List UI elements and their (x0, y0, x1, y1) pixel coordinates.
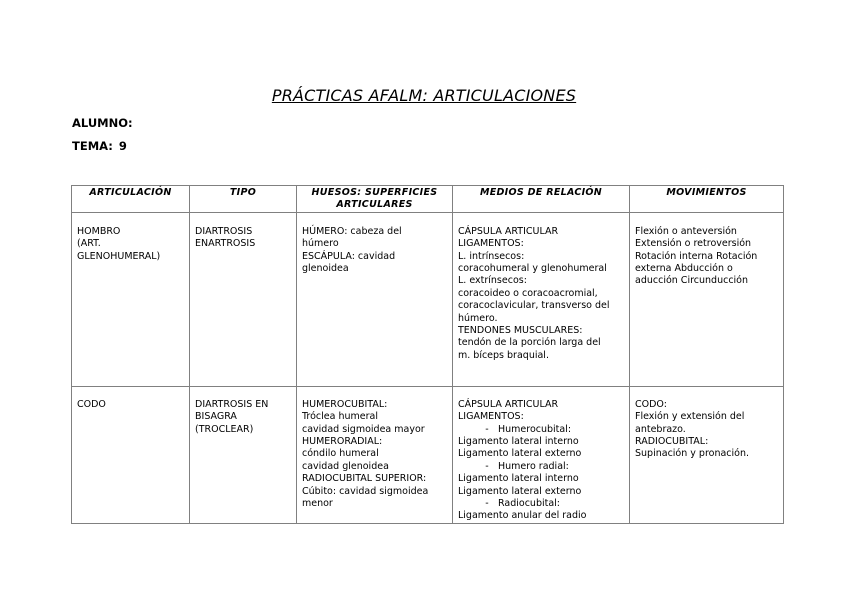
text-line: Ligamento lateral externo (458, 448, 582, 460)
text-line: ESCÁPULA: cavidad (302, 250, 396, 262)
text-line: Humerocubital: (498, 423, 572, 435)
text-line: L. intrínsecos: (458, 250, 525, 262)
text-line: Ligamento lateral interno (458, 473, 579, 485)
cell-huesos (297, 386, 453, 523)
alumno-field (72, 116, 133, 130)
tema-value: 9 (118, 139, 127, 153)
header-articulacion: ARTICULACIÓN (72, 186, 190, 213)
alumno-label: ALUMNO: (72, 116, 133, 130)
text-line: externa Abducción o (635, 263, 733, 275)
header-tipo: TIPO (190, 186, 297, 213)
dash-bullet: - (485, 498, 489, 510)
text-line: coracohumeral y glenohumeral (458, 263, 607, 275)
cell-medios (453, 386, 630, 523)
text-line: Flexión y extensión del (635, 411, 745, 423)
dash-bullet: - (485, 460, 489, 472)
tema-field (72, 139, 127, 153)
list-item (458, 424, 624, 436)
cell-articulacion (72, 386, 190, 523)
text-line: Flexión o anteversión (635, 225, 737, 237)
text-line: Humero radial: (498, 460, 569, 472)
text-line: LIGAMENTOS: (458, 238, 524, 250)
text-line: RADIOCUBITAL: (635, 436, 709, 448)
text-line: TENDONES MUSCULARES: (458, 325, 583, 337)
text-line: DIARTROSIS (195, 225, 253, 237)
page-title: PRÁCTICAS AFALM: ARTICULACIONES (271, 86, 577, 105)
cell-articulacion (72, 212, 190, 386)
text-line: GLENOHUMERAL) (77, 250, 161, 262)
text-line: L. extrínsecos: (458, 275, 527, 287)
text-line: HÚMERO: cabeza del (302, 225, 402, 237)
text-line: CÁPSULA ARTICULAR (458, 398, 559, 410)
dash-bullet: - (485, 423, 489, 435)
text-line: coracoideo o coracoacromial, (458, 287, 598, 299)
text-line: coracoclavicular, transverso del (458, 300, 610, 312)
articulaciones-table (71, 185, 784, 524)
list-item (458, 461, 624, 473)
table-header-row (72, 186, 784, 213)
text-line: Radiocubital: (498, 498, 560, 510)
text-line: RADIOCUBITAL SUPERIOR: (302, 473, 427, 485)
text-line: LIGAMENTOS: (458, 411, 524, 423)
cell-huesos (297, 212, 453, 386)
header-huesos: HUESOS: SUPERFICIES ARTICULARES (297, 186, 453, 213)
text-line: DIARTROSIS EN (195, 398, 269, 410)
text-line: húmero. (458, 312, 498, 324)
text-line: BISAGRA (195, 411, 237, 423)
text-line: Cúbito: cavidad sigmoidea (302, 485, 429, 497)
text-line: menor (302, 498, 333, 510)
header-movimientos: MOVIMIENTOS (630, 186, 784, 213)
text-line: Extensión o retroversión (635, 238, 752, 250)
text-line: CÁPSULA ARTICULAR (458, 225, 559, 237)
text-line: (TROCLEAR) (195, 423, 254, 435)
text-line: cavidad sigmoidea mayor (302, 423, 425, 435)
tema-label: TEMA: (72, 139, 113, 153)
text-line: HOMBRO (77, 225, 121, 237)
cell-tipo (190, 386, 297, 523)
table-row (72, 386, 784, 523)
text-line: Supinación y pronación. (635, 448, 750, 460)
cell-movimientos (630, 212, 784, 386)
text-line: (ART. (77, 238, 101, 250)
text-line: aducción Circunducción (635, 275, 749, 287)
text-line: HUMERORADIAL: (302, 436, 383, 448)
text-line: CODO: (635, 398, 667, 410)
text-line: Ligamento anular del radio (458, 510, 587, 522)
text-line: Ligamento lateral interno (458, 436, 579, 448)
text-line: ENARTROSIS (195, 238, 256, 250)
cell-medios (453, 212, 630, 386)
text-line: Ligamento lateral externo (458, 485, 582, 497)
text-line: antebrazo. (635, 423, 686, 435)
table-row (72, 212, 784, 386)
text-line: Tróclea humeral (302, 411, 378, 423)
list-item (458, 498, 624, 510)
text-line: cavidad glenoidea (302, 460, 389, 472)
text-line: Rotación interna Rotación (635, 250, 758, 262)
text-line: HUMEROCUBITAL: (302, 398, 388, 410)
cell-movimientos (630, 386, 784, 523)
text-line: m. bíceps braquial. (458, 349, 549, 361)
cell-tipo (190, 212, 297, 386)
text-line: húmero (302, 238, 339, 250)
header-medios: MEDIOS DE RELACIÓN (453, 186, 630, 213)
text-line: glenoidea (302, 263, 349, 275)
text-line: tendón de la porción larga del (458, 337, 601, 349)
text-line: cóndilo humeral (302, 448, 379, 460)
text-line: CODO (77, 398, 106, 410)
